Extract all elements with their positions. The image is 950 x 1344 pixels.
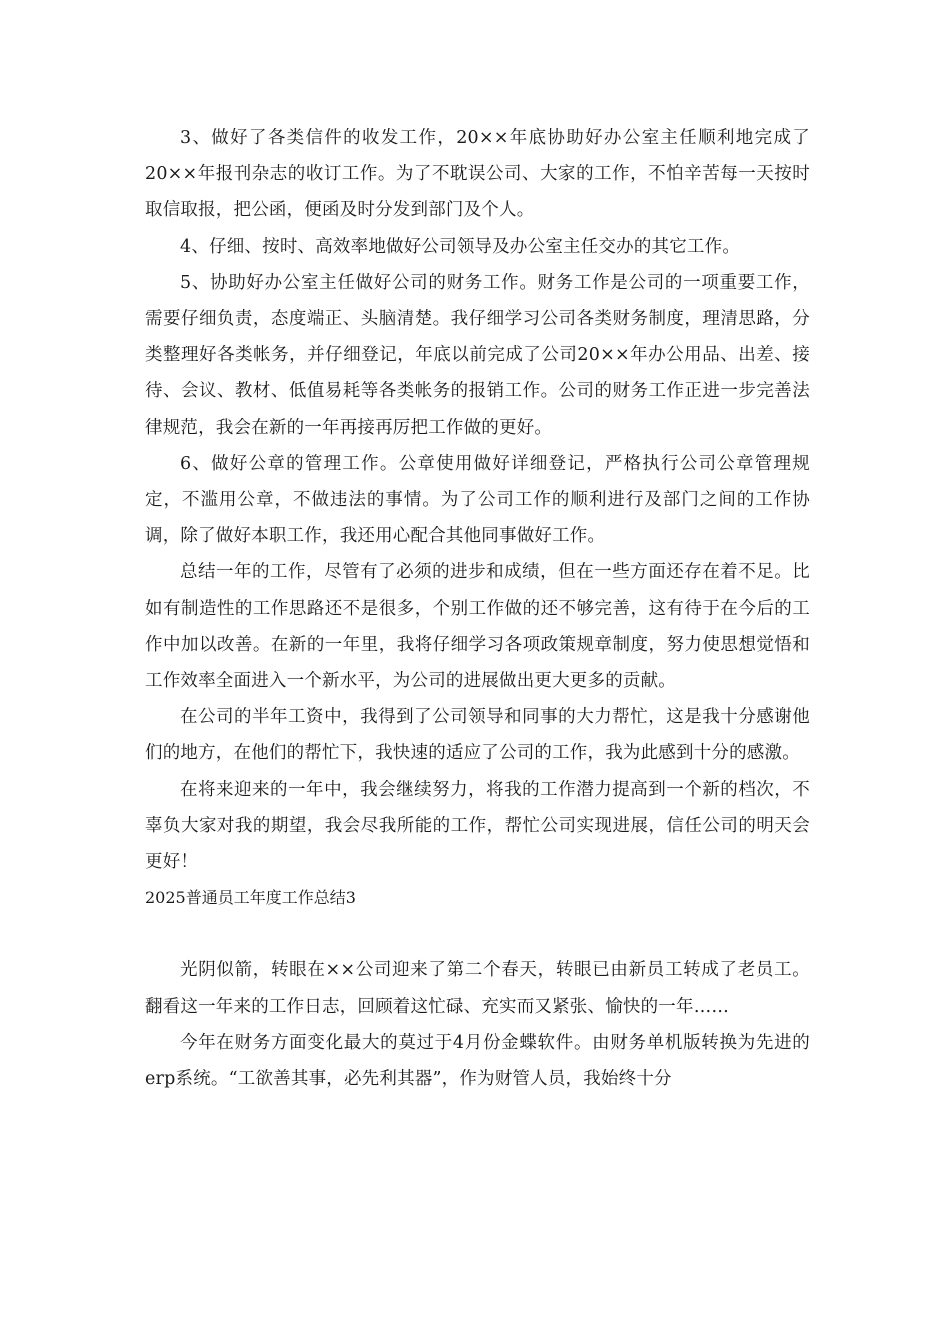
paragraph-software-change: 今年在财务方面变化最大的莫过于4月份金蝶软件。由财务单机版转换为先进的erp系统。“工欲善其事，必先利其器”，作为财管人员，我始终十分 (145, 1032, 810, 1090)
paragraph-year-summary: 总结一年的工作，尽管有了必须的进步和成绩，但在一些方面还存在着不足。比如有制造性的工作思路还不是很多，个别工作做的还不够完善，这有待于在今后的工作中加以改善。在新的一年里，我将仔细学习各项政策规章制度，努力使思想觉悟和工作效率全面进入一个新水平，为公司的进展做出更大更多的贡献。 (145, 562, 810, 692)
paragraph-assigned-tasks: 4、仔细、按时、高效率地做好公司领导及办公室主任交办的其它工作。 (180, 236, 741, 257)
paragraph-gratitude: 在公司的半年工资中，我得到了公司领导和同事的大力帮忙，这是我十分感谢他们的地方，在他们的帮忙下，我快速的适应了公司的工作，我为此感到十分的感激。 (145, 707, 810, 764)
section-gap (145, 916, 810, 952)
section-title: 2025普通员工年度工作总结3 (145, 888, 356, 908)
paragraph-seal-management: 6、做好公章的管理工作。公章使用做好详细登记，严格执行公司公章管理规定，不滥用公章，不做违法的事情。为了公司工作的顺利进行及部门之间的工作协调，除了做好本职工作，我还用心配合其他同事做好工作。 (145, 453, 810, 547)
paragraph-finance-work: 5、协助好办公室主任做好公司的财务工作。财务工作是公司的一项重要工作，需要仔细负责，态度端正、头脑清楚。我仔细学习公司各类财务制度，理清思路，分类整理好各类帐务，并仔细登记，年底以前完成了公司20××年办公用品、出差、接待、会议、教材、低值易耗等各类帐务的报销工作。公司的财务工作正进一步完善法律规范，我会在新的一年再接再厉把工作做的更好。 (145, 272, 810, 438)
paragraph-intro: 光阴似箭，转眼在××公司迎来了第二个春天，转眼已由新员工转成了老员工。翻看这一年来的工作日志，回顾着这忙碌、充实而又紧张、愉快的一年…… (145, 960, 810, 1017)
document-body (145, 120, 810, 1097)
paragraph-mail-handling: 3、做好了各类信件的收发工作，20××年底协助好办公室主任顺利地完成了20××年报刊杂志的收订工作。为了不耽误公司、大家的工作，不怕辛苦每一天按时取信取报，把公函，便函及时分发到部门及个人。 (145, 128, 810, 221)
paragraph-outlook: 在将来迎来的一年中，我会继续努力，将我的工作潜力提高到一个新的档次，不辜负大家对我的期望，我会尽我所能的工作，帮忙公司实现进展，信任公司的明天会更好！ (145, 779, 810, 873)
